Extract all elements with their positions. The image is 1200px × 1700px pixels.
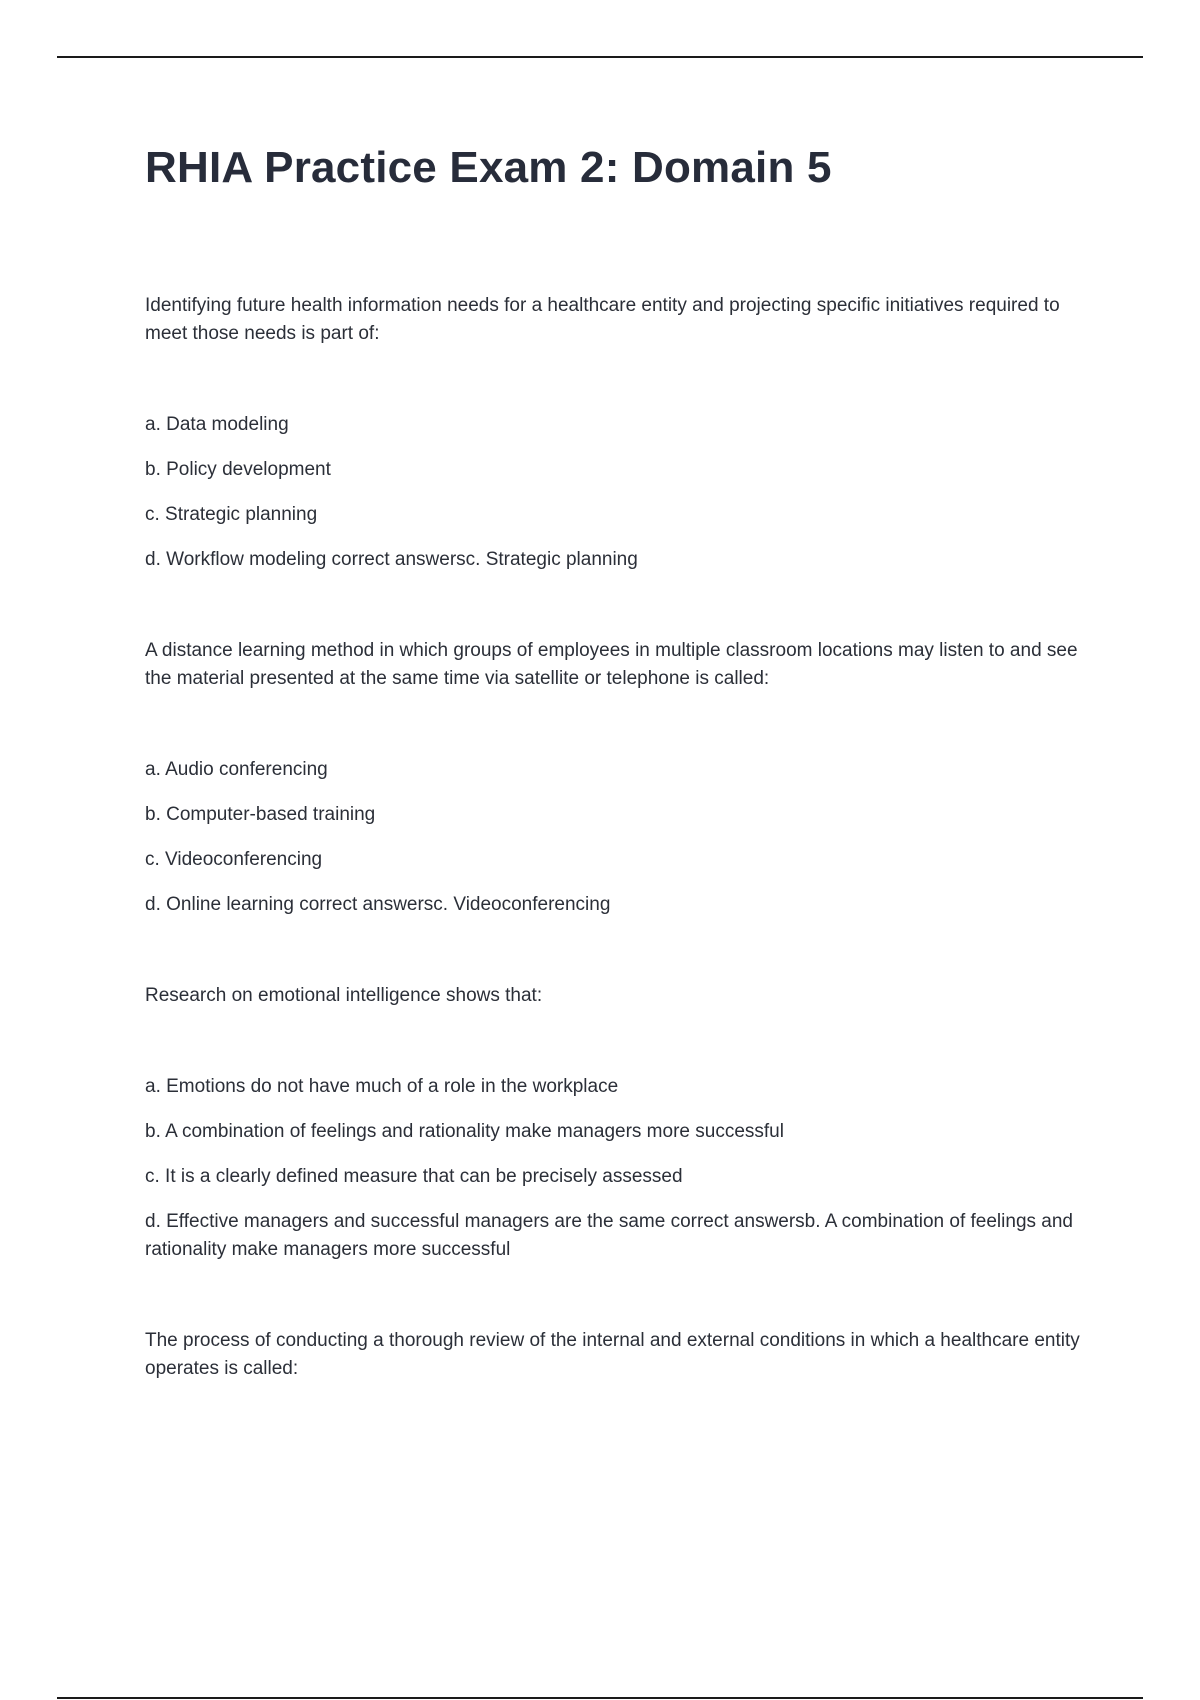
answer-option: a. Emotions do not have much of a role in the workplace xyxy=(145,1076,619,1097)
answer-option: d. Workflow modeling correct answersc. Strategic planning xyxy=(145,549,638,570)
question-text: The process of conducting a thorough review of the internal and external conditions in which a healthcare entity operates is called: xyxy=(145,1330,1080,1379)
answer-option: c. Strategic planning xyxy=(145,504,318,525)
answer-option: a. Data modeling xyxy=(145,414,289,435)
question-text: Research on emotional intelligence shows that: xyxy=(145,985,543,1006)
answer-option: c. Videoconferencing xyxy=(145,849,323,870)
answer-options xyxy=(145,756,1085,919)
bottom-rule xyxy=(57,1697,1143,1699)
question-text: Identifying future health information needs for a healthcare entity and projecting specific initiatives required to meet those needs is part of: xyxy=(145,295,1060,344)
answer-option: c. It is a clearly defined measure that can be precisely assessed xyxy=(145,1166,683,1187)
answer-option: b. Policy development xyxy=(145,459,331,480)
answer-option: d. Online learning correct answersc. Videoconferencing xyxy=(145,894,611,915)
answer-option: b. A combination of feelings and rationality make managers more successful xyxy=(145,1121,784,1142)
answer-option: b. Computer-based training xyxy=(145,804,376,825)
answer-option: d. Effective managers and successful managers are the same correct answersb. A combination of feelings and rationality make managers more successful xyxy=(145,1211,1073,1260)
answer-options xyxy=(145,411,1085,574)
answer-options xyxy=(145,1073,1085,1264)
answer-option: a. Audio conferencing xyxy=(145,759,328,780)
page-title: RHIA Practice Exam 2: Domain 5 xyxy=(145,143,832,192)
document-body xyxy=(145,292,1085,1446)
top-rule xyxy=(57,56,1143,58)
question-text: A distance learning method in which groups of employees in multiple classroom locations may listen to and see the material presented at the same time via satellite or telephone is called: xyxy=(145,640,1078,689)
